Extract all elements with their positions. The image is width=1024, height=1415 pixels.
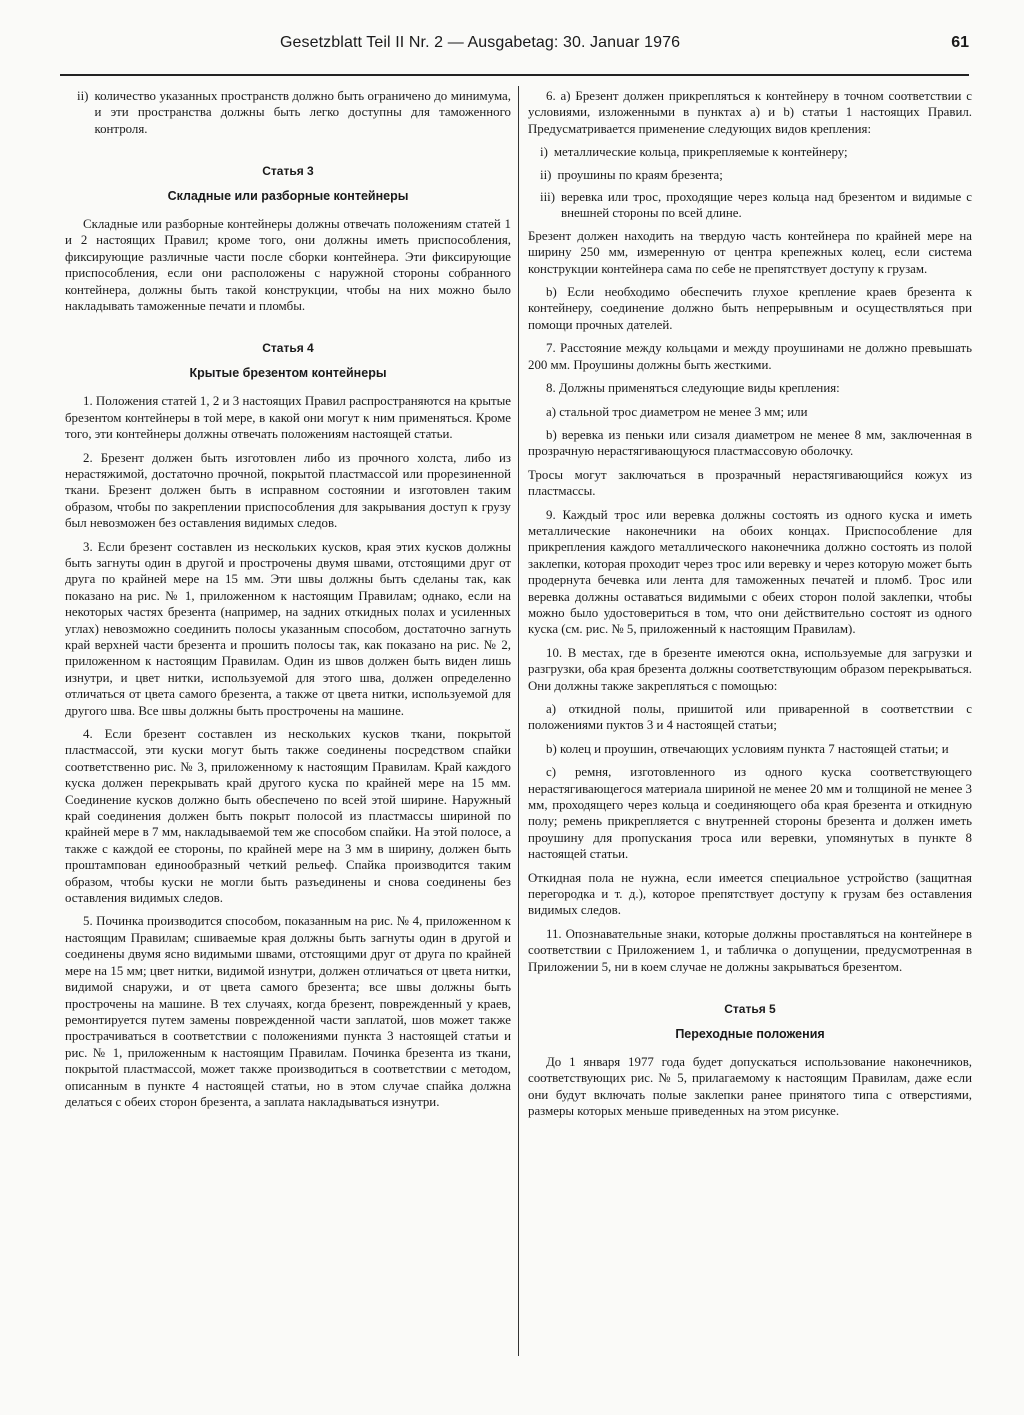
article-3-title: Складные или разборные контейнеры bbox=[167, 188, 409, 203]
article-4-para-10-c: с) ремня, изготовленного из одного куска соответствующего нерастягивающегося материала шириной не менее 20 мм и толщиной не менее 3 мм, проходящего через кольца и соединяющего оба края брезента и откидную полу; ремень прикрепляется с внутренней стороны брезента и должен иметь проушину для пропускания троса или веревки, упомянутых в пункте 8 настоящей статьи. bbox=[528, 765, 972, 862]
article-5-text: До 1 января 1977 года будет допускаться использование наконечников, соответствующих рис. № 5, прилагаемому к настоящим Правилам, даже если они будут включать полые заклепки ранее принятого типа с отверстиями, размеры которых меньше приведенных на этом рисунке. bbox=[528, 1054, 972, 1119]
article-4-para-2: 2. Брезент должен быть изготовлен либо из прочного холста, либо из нерастяжимой, достаточно прочной, покрытой пластмассой или прорезиненной ткани. Брезент должен быть в исправном состоянии и изготовлен таким образом, чтобы по закреплении приспособления для закрывания доступ к грузу был невозможен без оставления видимых следов. bbox=[65, 450, 511, 531]
page-number: 61 bbox=[951, 34, 969, 51]
article-4-para-10: 10. В местах, где в брезенте имеются окна, используемые для загрузки и разгрузки, оба края брезента должны соответствующим образом перекрываться. Они должны также закрепляться с помощью: bbox=[528, 645, 972, 693]
article-4-para-4: 4. Если брезент составлен из нескольких кусков ткани, покрытой пластмассой, эти куски могут быть также соединены посредством спайки соответственно рис. № 3, приложенному к настоящим Правилам. Край каждого куска должен перекрывать край другого куска по крайней мере на 15 мм. Соединение кусков должно быть обеспечено по всей этой ширине. Наружный край соединения должен быть покрыт полосой из пластмассы шириной по крайней мере в 7 мм, накладываемой тем же способом спайки. На этой полосе, а также с каждой ее стороны, по крайней мере на 3 мм в ширину, должен быть проштампован единообразный четкий рельеф. Спайка производится таким образом, чтобы куски не могли быть разъединены и снова соединены без оставления видимых следов. bbox=[65, 727, 511, 906]
article-4-para-8-a: а) стальной трос диаметром не менее 3 мм; или bbox=[546, 404, 808, 419]
article-4-para-10-a: а) откидной полы, пришитой или приваренной в соответствии с положениями пуктов 3 и 4 настоящей статьи; bbox=[528, 702, 972, 733]
article-3-number: Статья 3 bbox=[262, 164, 314, 179]
article-4-para-6: 6. а) Брезент должен прикрепляться к контейнеру в точном соответствии с условиями, изложенными в пунктах а) и b) статьи 1 настоящих Правил. Предусматривается применение следующих видов крепления: bbox=[528, 89, 972, 136]
article-4-para-9: 9. Каждый трос или веревка должны состоять из одного куска и иметь металлические наконечники на обоих концах. Приспособление для прикрепления каждого металлического наконечника должно состоять из полой заклепки, которая проходит через трос или веревку и через которую может быть продернута бечевка или лента для таможенных печатей и пломб. Трос или веревка должны оставаться видимыми с обеих сторон полой заклепки, чтобы можно было удостовериться в том, что они действительно состоят из одного куска (см. рис. № 5, приложенный к настоящим Правилам). bbox=[528, 507, 972, 637]
article-3-text: Складные или разборные контейнеры должны отвечать положениям статей 1 и 2 настоящих Правил; кроме того, они должны иметь приспособления, фиксирующие различные части после сборки контейнера. Эти фиксирующие приспособления, если они расположены с наружной стороны собранного контейнера, должны быть такой конструкции, чтобы на них можно было накладывать таможенные печати и пломбы. bbox=[65, 217, 511, 314]
list-label: ii) bbox=[77, 89, 89, 103]
article-4-para-3: 3. Если брезент составлен из нескольких кусков, края этих кусков должны быть загнуты один в другой и прострочены двумя швами, отстоящими друг от друга по крайней мере на 15 мм. Эти швы должны быть сделаны так, как показано на рис. № 1, приложенном к настоящим Правилам; однако, если на некоторых частях брезента (например, на задних откидных полах и усиленных углах) невозможно соединить полосы указанным способом, достаточно загнуть край верхней части брезента и прошить полосы так, как показано на рис. № 2, приложенном к настоящим Правилам. Один из швов должен быть виден лишь изнутри, и цвет нитки, используемой для этого шва, должен определенно отличаться от цвета самого брезента, а также от цвета нитки, используемой для другого шва. Все швы должны быть прострочены на машине. bbox=[65, 539, 511, 718]
header-title: Gesetzblatt Teil II Nr. 2 — Ausgabetag: 30. Januar 1976 bbox=[280, 34, 681, 51]
article-4-para-8: 8. Должны применяться следующие виды крепления: bbox=[546, 381, 840, 396]
list-item bbox=[528, 189, 972, 222]
article-4-para-10-b: b) колец и проушин, отвечающих условиям пункта 7 настоящей статьи; и bbox=[546, 741, 949, 756]
article-4-para-7: 7. Расстояние между кольцами и между проушинами не должно превышать 200 мм. Проушины должны быть жесткими. bbox=[528, 341, 972, 372]
article-5-title: Переходные положения bbox=[675, 1026, 825, 1041]
article-4-para-6-b: b) Если необходимо обеспечить глухое крепление краев брезента к контейнеру, соединение должно быть непрерывным и осуществляться при помощи прочных дателей. bbox=[528, 285, 972, 332]
article-4-para-8-after: Тросы могут заключаться в прозрачный нерастягивающийся кожух из пластмассы. bbox=[528, 467, 972, 499]
list-text: металлические кольца, прикрепляемые к контейнеру; bbox=[553, 145, 848, 160]
article-4-para-8-b: b) веревка из пеньки или сизаля диаметром не менее 8 мм, заключенная в прозрачную нерастягивающуюся пластмассовую оболочку. bbox=[528, 427, 972, 459]
list-text: проушины по краям брезента; bbox=[557, 167, 723, 182]
list-label: iii) bbox=[540, 190, 556, 205]
list-item bbox=[65, 88, 511, 137]
article-4-para-11: 11. Опознавательные знаки, которые должны проставляться на контейнере в соответствии с Приложением 1, и табличка о допущении, предусмотренная в Приложении 5, ни в коем случае не должны закрываться брезентом. bbox=[528, 926, 972, 974]
list-text: количество указанных пространств должно быть ограничено до минимума, и эти пространства должны быть легко доступны для таможенного контроля. bbox=[94, 89, 511, 136]
left-column bbox=[65, 88, 511, 1117]
article-4-number: Статья 4 bbox=[262, 341, 314, 356]
column-divider bbox=[518, 86, 519, 1356]
article-5-number: Статья 5 bbox=[724, 1002, 776, 1017]
right-column bbox=[528, 88, 972, 1127]
list-text: веревка или трос, проходящие через кольца над брезентом и видимые с внешней стороны по всей длине. bbox=[561, 190, 972, 221]
article-4-para-5: 5. Починка производится способом, показанным на рис. № 4, приложенном к настоящим Правилам; сшиваемые края должны быть загнуты один в другой и соединены двумя ясно видимыми швами, отстоящими друг от друга по крайней мере на 15 мм; цвет нитки, видимой изнутри, должен отличаться от цвета нитки, видимой снаружи, и от цвета самого брезента; все швы должны быть прострочены на машине. В тех случаях, когда брезент, поврежденный у краев, ремонтируется путем замены поврежденной части заплатой, шов может также прострачиваться в соответствии с положениями пункта 3 настоящей статьи и рис. № 1, приложенным к настоящим Правилам. Починка брезента из ткани, покрытой пластмассой, может также производиться в соответствии с методом, описанным в пункте 4 настоящей статьи, но в этом случае спайка должна делаться с обеих сторон брезента, а заплата накладываться изнутри. bbox=[65, 914, 511, 1109]
article-4-para-10-after: Откидная пола не нужна, если имеется специальное устройство (защитная перегородка и т. д.), которое препятствует доступу к грузам без оставления видимых следов. bbox=[528, 870, 972, 918]
article-4-para-1: 1. Положения статей 1, 2 и 3 настоящих Правил распространяются на крытые брезентом контейнеры в той мере, в какой они могут к ним применяться. Кроме того, эти контейнеры должны отвечать положениям настоящей статьи. bbox=[65, 394, 511, 442]
article-4-title: Крытые брезентом контейнеры bbox=[189, 365, 387, 380]
list-label: i) bbox=[540, 145, 548, 160]
list-item bbox=[528, 167, 972, 183]
article-4-para-6-after: Брезент должен находить на твердую часть контейнера по крайней мере на ширину 250 мм, измеренную от центра крепежных колец, если система конструкции контейнера сама по себе не препятствует доступу к грузам. bbox=[528, 228, 972, 276]
list-label: ii) bbox=[540, 167, 552, 182]
list-item bbox=[528, 144, 972, 160]
page-header bbox=[60, 34, 969, 76]
